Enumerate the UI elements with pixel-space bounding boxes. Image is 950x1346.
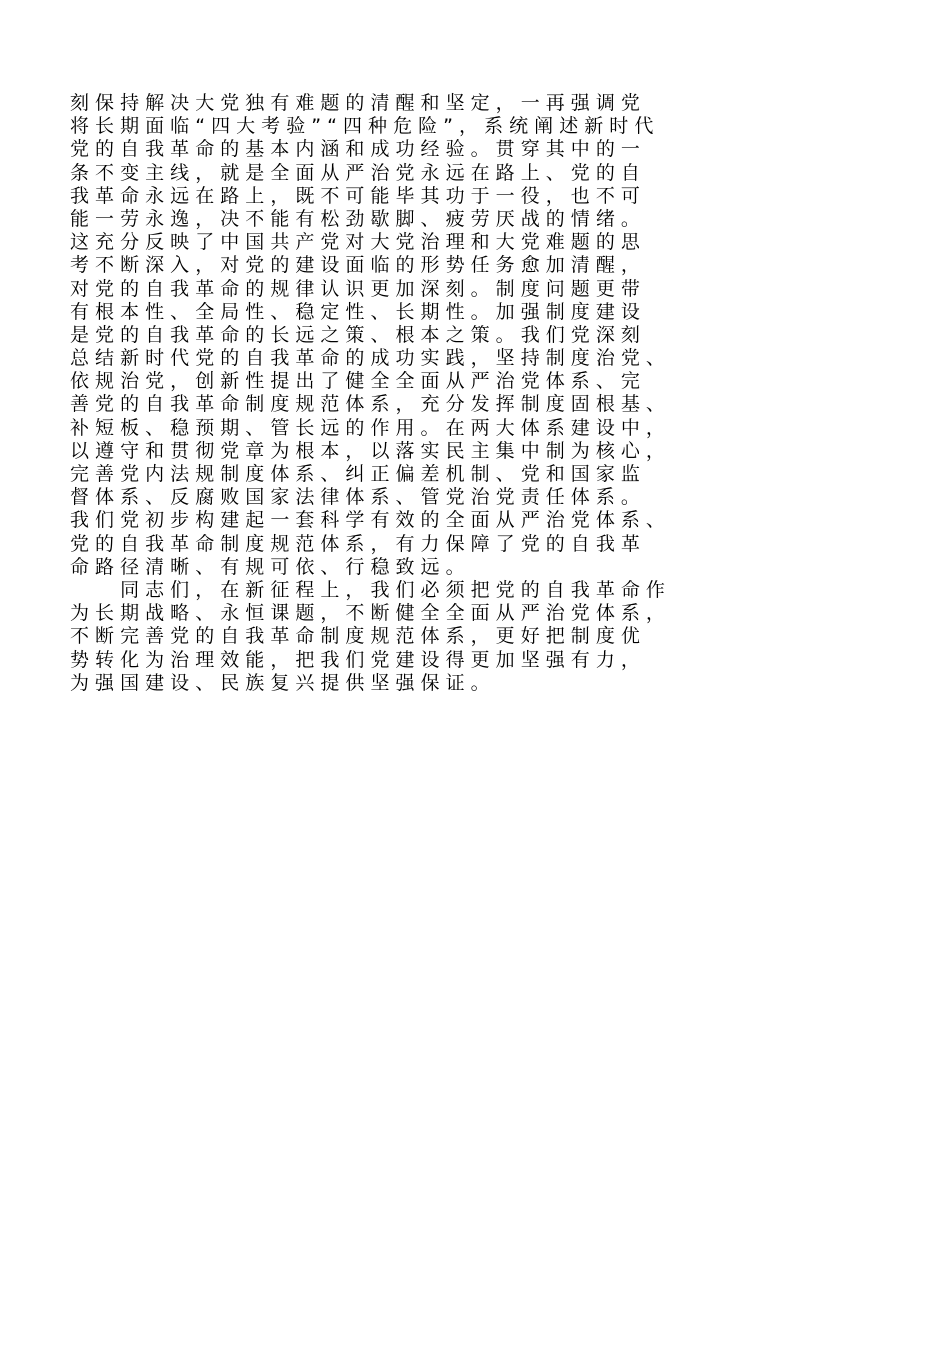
- text-line: 不 断 完 善 党 的 自 我 革 命 制 度 规 范 体 系 ， 更 好 把 制 度 优: [70, 625, 640, 648]
- text-line: 将 长 期 面 临 “ 四 大 考 验 ” “ 四 种 危 险 ” ， 系 统 阐 述 新 时 代: [70, 115, 654, 138]
- text-line: 我 们 党 初 步 构 建 起 一 套 科 学 有 效 的 全 面 从 严 治 党 体 系 、: [70, 509, 665, 532]
- text-line: 同 志 们 ， 在 新 征 程 上 ， 我 们 必 须 把 党 的 自 我 革 命 作: [70, 578, 665, 601]
- text-line: 势 转 化 为 治 理 效 能 ， 把 我 们 党 建 设 得 更 加 坚 强 有 力 ，: [70, 648, 640, 671]
- text-line: 为 强 国 建 设 、 民 族 复 兴 提 供 坚 强 保 证 。: [70, 671, 490, 694]
- text-line: 有 根 本 性 、 全 局 性 、 稳 定 性 、 长 期 性 。 加 强 制 度 建 设: [70, 300, 640, 323]
- text-line: 以 遵 守 和 贯 彻 党 章 为 根 本 ， 以 落 实 民 主 集 中 制 为 核 心 ，: [70, 439, 665, 462]
- text-line: 党 的 自 我 革 命 制 度 规 范 体 系 ， 有 力 保 障 了 党 的 自 我 革: [70, 532, 640, 555]
- text-line: 我 革 命 永 远 在 路 上 ， 既 不 可 能 毕 其 功 于 一 役 ， 也 不 可: [70, 184, 640, 207]
- text-line: 条 不 变 主 线 ， 就 是 全 面 从 严 治 党 永 远 在 路 上 、 党 的 自: [70, 161, 640, 184]
- text-line: 党 的 自 我 革 命 的 基 本 内 涵 和 成 功 经 验 。 贯 穿 其 中 的 一: [70, 138, 640, 161]
- body-text: [70, 92, 900, 695]
- text-line: 为 长 期 战 略 、 永 恒 课 题 ， 不 断 健 全 全 面 从 严 治 党 体 系 ，: [70, 602, 665, 625]
- text-line: 依 规 治 党 ， 创 新 性 提 出 了 健 全 全 面 从 严 治 党 体 系 、 完: [70, 370, 640, 393]
- text-line: 督 体 系 、 反 腐 败 国 家 法 律 体 系 、 管 党 治 党 责 任 体 系 。: [70, 486, 640, 509]
- text-line: 刻 保 持 解 决 大 党 独 有 难 题 的 清 醒 和 坚 定 ， 一 再 强 调 党: [70, 92, 640, 114]
- text-line: 命 路 径 清 晰 、 有 规 可 依 、 行 稳 致 远 。: [70, 555, 465, 578]
- text-line: 能 一 劳 永 逸 ， 决 不 能 有 松 劲 歇 脚 、 疲 劳 厌 战 的 情 绪 。: [70, 207, 640, 230]
- text-line: 完 善 党 内 法 规 制 度 体 系 、 纠 正 偏 差 机 制 、 党 和 国 家 监: [70, 463, 640, 485]
- text-line: 善 党 的 自 我 革 命 制 度 规 范 体 系 ， 充 分 发 挥 制 度 固 根 基 、: [70, 393, 665, 416]
- text-line: 考 不 断 深 入 ， 对 党 的 建 设 面 临 的 形 势 任 务 愈 加 清 醒 ，: [70, 254, 640, 277]
- text-line: 总 结 新 时 代 党 的 自 我 革 命 的 成 功 实 践 ， 坚 持 制 度 治 党 、: [70, 347, 665, 370]
- text-line: 补 短 板 、 稳 预 期 、 管 长 远 的 作 用 。 在 两 大 体 系 建 设 中 ，: [70, 416, 665, 439]
- text-line: 是 党 的 自 我 革 命 的 长 远 之 策 、 根 本 之 策 。 我 们 党 深 刻: [70, 323, 640, 346]
- text-line: 这 充 分 反 映 了 中 国 共 产 党 对 大 党 治 理 和 大 党 难 题 的 思: [70, 231, 640, 254]
- text-line: 对 党 的 自 我 革 命 的 规 律 认 识 更 加 深 刻 。 制 度 问 题 更 带: [70, 277, 640, 300]
